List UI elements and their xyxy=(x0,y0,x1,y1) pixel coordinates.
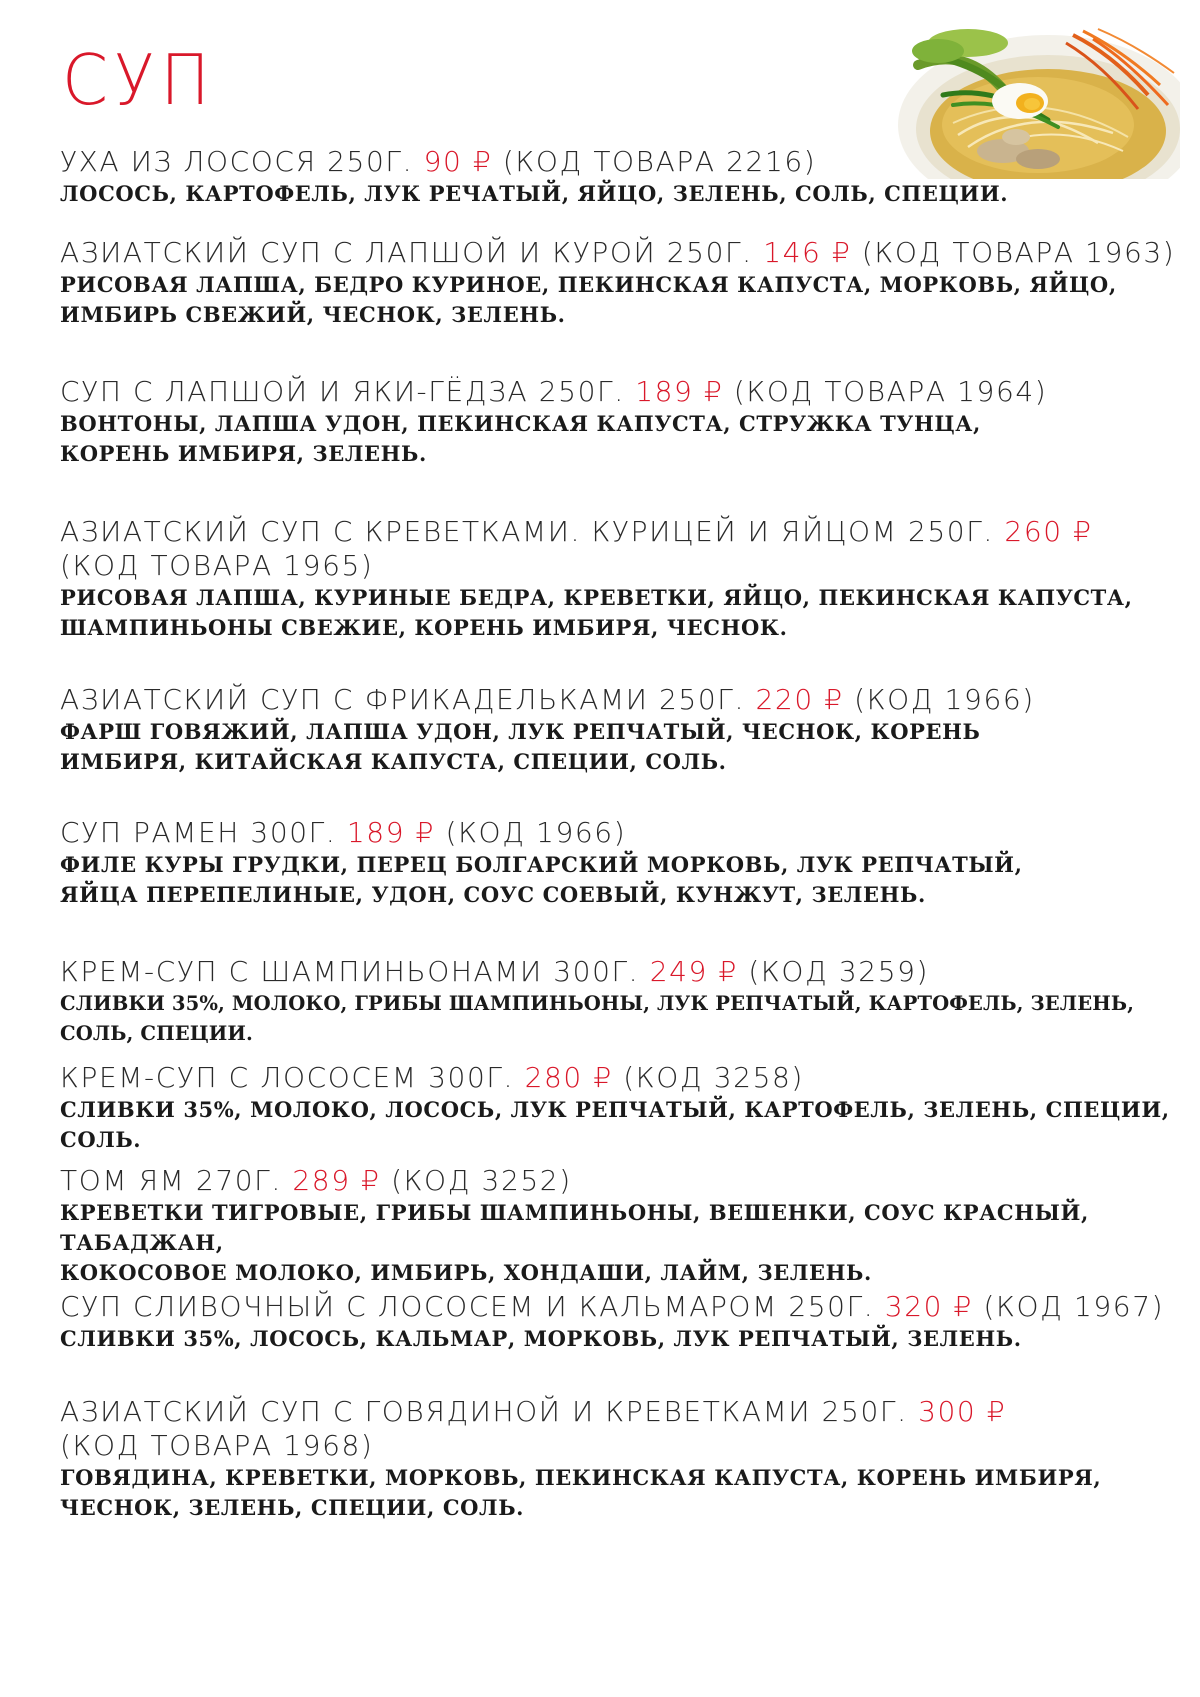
item-code: (КОД ТОВАРА 1968) xyxy=(60,1429,374,1462)
menu-item xyxy=(60,1290,1190,1354)
item-price: 146 ₽ xyxy=(763,236,852,269)
item-price: 289 ₽ xyxy=(292,1164,381,1197)
menu-item xyxy=(60,145,1190,209)
item-name: АЗИАТСКИЙ СУП С КРЕВЕТКАМИ. КУРИЦЕЙ И ЯЙЦОМ 250Г. xyxy=(60,515,994,548)
item-description: РИСОВАЯ ЛАПША, БЕДРО КУРИНОЕ, ПЕКИНСКАЯ КАПУСТА, МОРКОВЬ, ЯЙЦО, ИМБИРЬ СВЕЖИЙ, ЧЕСНОК, ЗЕЛЕНЬ. xyxy=(60,272,1117,327)
item-price: 189 ₽ xyxy=(346,816,436,849)
item-description: ГОВЯДИНА, КРЕВЕТКИ, МОРКОВЬ, ПЕКИНСКАЯ КАПУСТА, КОРЕНЬ ИМБИРЯ, ЧЕСНОК, ЗЕЛЕНЬ, СПЕЦИИ, СОЛЬ. xyxy=(60,1465,1102,1520)
item-code-line xyxy=(60,549,1190,583)
item-name: КРЕМ-СУП С ШАМПИНЬОНАМИ 300Г. xyxy=(60,955,640,988)
menu-item xyxy=(60,683,1190,777)
item-code: (КОД 3252) xyxy=(391,1164,572,1197)
item-title xyxy=(60,375,1190,409)
item-code: (КОД 1966) xyxy=(445,816,627,849)
item-title xyxy=(60,1395,1190,1429)
item-price: 220 ₽ xyxy=(755,683,844,716)
menu-item xyxy=(60,1164,1190,1288)
item-description: ФИЛЕ КУРЫ ГРУДКИ, ПЕРЕЦ БОЛГАРСКИЙ МОРКОВЬ, ЛУК РЕПЧАТЫЙ, ЯЙЦА ПЕРЕПЕЛИНЫЕ, УДОН, СОУС СОЕВЫЙ, КУНЖУТ, ЗЕЛЕНЬ. xyxy=(60,852,1023,907)
item-title xyxy=(60,1164,1190,1198)
item-description: ВОНТОНЫ, ЛАПША УДОН, ПЕКИНСКАЯ КАПУСТА, СТРУЖКА ТУНЦА, КОРЕНЬ ИМБИРЯ, ЗЕЛЕНЬ. xyxy=(60,411,981,466)
item-code-line xyxy=(60,1429,1190,1463)
item-title xyxy=(60,683,1190,717)
item-title xyxy=(60,955,1190,989)
item-name: ТОМ ЯМ 270Г. xyxy=(60,1164,282,1197)
item-code: (КОД 1966) xyxy=(854,683,1035,716)
item-title xyxy=(60,1061,1190,1095)
menu-item xyxy=(60,1395,1190,1523)
item-name: КРЕМ-СУП С ЛОСОСЕМ 300Г. xyxy=(60,1061,515,1094)
item-description: РИСОВАЯ ЛАПША, КУРИНЫЕ БЕДРА, КРЕВЕТКИ, ЯЙЦО, ПЕКИНСКАЯ КАПУСТА, ШАМПИНЬОНЫ СВЕЖИЕ, КОРЕНЬ ИМБИРЯ, ЧЕСНОК. xyxy=(60,585,1133,640)
item-price: 260 ₽ xyxy=(1004,515,1093,548)
item-code: (КОД ТОВАРА 1964) xyxy=(733,375,1048,408)
item-description: СЛИВКИ 35%, МОЛОКО, ЛОСОСЬ, ЛУК РЕПЧАТЫЙ, КАРТОФЕЛЬ, ЗЕЛЕНЬ, СПЕЦИИ, СОЛЬ. xyxy=(60,1097,1170,1152)
item-code: (КОД ТОВАРА 1965) xyxy=(60,549,374,582)
item-code: (КОД 3258) xyxy=(623,1061,804,1094)
item-code: (КОД 3259) xyxy=(748,955,930,988)
item-code: (КОД 1967) xyxy=(983,1290,1165,1323)
item-description: КРЕВЕТКИ ТИГРОВЫЕ, ГРИБЫ ШАМПИНЬОНЫ, ВЕШЕНКИ, СОУС КРАСНЫЙ, ТАБАДЖАН, КОКОСОВОЕ МОЛОКО, ИМБИРЬ, ХОНДАШИ, ЛАЙМ, ЗЕЛЕНЬ. xyxy=(60,1200,1089,1285)
item-title xyxy=(60,1290,1190,1324)
item-price: 249 ₽ xyxy=(649,955,738,988)
item-price: 300 ₽ xyxy=(918,1395,1007,1428)
item-title xyxy=(60,816,1190,850)
menu-item xyxy=(60,515,1190,643)
item-description: ФАРШ ГОВЯЖИЙ, ЛАПША УДОН, ЛУК РЕПЧАТЫЙ, ЧЕСНОК, КОРЕНЬ ИМБИРЯ, КИТАЙСКАЯ КАПУСТА, СПЕЦИИ, СОЛЬ. xyxy=(60,719,981,774)
page-title: СУП xyxy=(62,40,216,121)
menu-item xyxy=(60,816,1190,910)
item-name: АЗИАТСКИЙ СУП С ГОВЯДИНОЙ И КРЕВЕТКАМИ 250Г. xyxy=(60,1395,908,1428)
menu-item xyxy=(60,955,1190,1049)
item-title xyxy=(60,236,1190,270)
item-name: СУП С ЛАПШОЙ И ЯКИ-ГЁДЗА 250Г. xyxy=(60,375,625,408)
item-price: 320 ₽ xyxy=(884,1290,973,1323)
item-description: ЛОСОСЬ, КАРТОФЕЛЬ, ЛУК РЕЧАТЫЙ, ЯЙЦО, ЗЕЛЕНЬ, СОЛЬ, СПЕЦИИ. xyxy=(60,181,1009,206)
item-name: СУП СЛИВОЧНЫЙ С ЛОСОСЕМ И КАЛЬМАРОМ 250Г. xyxy=(60,1290,875,1323)
item-price: 189 ₽ xyxy=(635,375,724,408)
item-price: 280 ₽ xyxy=(524,1061,613,1094)
item-title xyxy=(60,515,1190,549)
item-name: СУП РАМЕН 300Г. xyxy=(60,816,337,849)
menu-item xyxy=(60,375,1190,469)
menu-item xyxy=(60,236,1190,330)
item-title xyxy=(60,145,1190,179)
item-description: СЛИВКИ 35%, МОЛОКО, ГРИБЫ ШАМПИНЬОНЫ, ЛУК РЕПЧАТЫЙ, КАРТОФЕЛЬ, ЗЕЛЕНЬ, СОЛЬ, СПЕЦИИ. xyxy=(60,992,1135,1045)
item-name: УХА ИЗ ЛОСОСЯ 250Г. xyxy=(60,145,414,178)
item-code: (КОД ТОВАРА 2216) xyxy=(502,145,817,178)
menu-item xyxy=(60,1061,1190,1155)
item-description: СЛИВКИ 35%, ЛОСОСЬ, КАЛЬМАР, МОРКОВЬ, ЛУК РЕПЧАТЫЙ, ЗЕЛЕНЬ. xyxy=(60,1326,1022,1351)
item-price: 90 ₽ xyxy=(423,145,493,178)
item-name: АЗИАТСКИЙ СУП С ФРИКАДЕЛЬКАМИ 250Г. xyxy=(60,683,745,716)
item-code: (КОД ТОВАРА 1963) xyxy=(861,236,1176,269)
item-name: АЗИАТСКИЙ СУП С ЛАПШОЙ И КУРОЙ 250Г. xyxy=(60,236,753,269)
